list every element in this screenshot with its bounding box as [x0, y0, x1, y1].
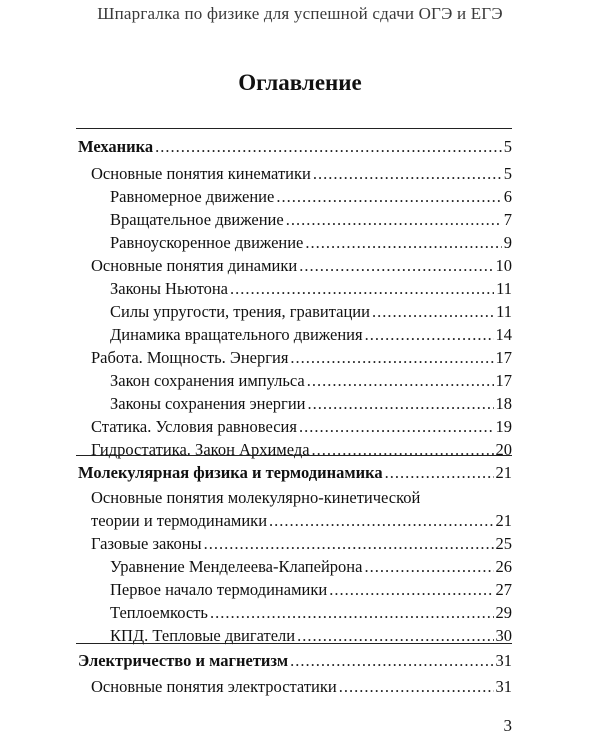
- section-rule: [76, 643, 512, 644]
- toc-entry-title: Законы сохранения энергии: [110, 394, 306, 413]
- toc-entry-title: Молекулярная физика и термодинамика: [78, 463, 383, 482]
- toc-entry-newton-laws[interactable]: [110, 278, 512, 300]
- toc-entry-title: Механика: [78, 137, 154, 156]
- toc-entry-page: 17: [495, 348, 512, 367]
- toc-entry-hydrostatics[interactable]: [91, 439, 512, 461]
- toc-entry-page: 10: [495, 256, 512, 275]
- toc-entry-title: Электричество и магнетизм: [78, 651, 289, 670]
- toc-entry-page: 29: [495, 603, 512, 622]
- running-head: Шпаргалка по физике для успешной сдачи ОГЭ и ЕГЭ: [97, 4, 503, 23]
- toc-entry-title: Динамика вращательного движения: [110, 325, 363, 344]
- toc-entry-electrostatics[interactable]: [91, 676, 512, 698]
- toc-entry-title: Статика. Условия равновесия: [91, 417, 297, 436]
- dot-leader: [290, 650, 493, 672]
- dot-leader: [329, 579, 493, 601]
- dot-leader: [308, 393, 494, 415]
- dot-leader: [312, 439, 494, 461]
- dot-leader: [339, 676, 494, 698]
- toc-entry-title: Теплоемкость: [110, 603, 208, 622]
- toc-entry-title: Основные понятия электростатики: [91, 677, 337, 696]
- dot-leader: [269, 510, 493, 532]
- toc-entry-page: 21: [495, 511, 512, 530]
- toc-entry-title: КПД. Тепловые двигатели: [110, 626, 296, 645]
- dot-leader: [299, 255, 493, 277]
- toc-entry-rotational-dynamics[interactable]: [110, 324, 512, 346]
- toc-entry-page: 26: [495, 557, 512, 576]
- toc-entry-momentum-conservation[interactable]: [110, 370, 512, 392]
- dot-leader: [299, 416, 494, 438]
- toc-entry-title: Равномерное движение: [110, 187, 275, 206]
- toc-entry-energy-conservation[interactable]: [110, 393, 512, 415]
- toc-entry-electricity[interactable]: [78, 650, 512, 672]
- toc-entry-page: 25: [495, 534, 512, 553]
- toc-entry-page: 21: [495, 463, 512, 482]
- toc-entry-heat-capacity[interactable]: [110, 602, 512, 624]
- toc-entry-title: Первое начало термодинамики: [110, 580, 328, 599]
- dot-leader: [290, 347, 493, 369]
- dot-leader: [372, 301, 494, 323]
- toc-entry-clapeyron-equation[interactable]: [110, 556, 512, 578]
- toc-entry-uniform-motion[interactable]: [110, 186, 512, 208]
- page-number: 3: [503, 716, 512, 735]
- dot-leader: [230, 278, 494, 300]
- toc-entry-page: 27: [495, 580, 512, 599]
- toc-entry-page: 20: [495, 440, 512, 459]
- toc-entry-page: 5: [503, 164, 512, 183]
- toc-entry-accelerated-motion[interactable]: [110, 232, 512, 254]
- toc-entry-page: 18: [495, 394, 512, 413]
- toc-entry-title: Основные понятия динамики: [91, 256, 298, 275]
- toc-entry-gas-laws[interactable]: [91, 533, 512, 555]
- dot-leader: [307, 370, 494, 392]
- toc-entry-page: 30: [495, 626, 512, 645]
- toc-entry-page: 11: [496, 302, 512, 321]
- toc-entry-title: Закон сохранения импульса: [110, 371, 305, 390]
- toc-entry-dynamics[interactable]: [91, 255, 512, 277]
- toc-entry-page: 19: [495, 417, 512, 436]
- toc-entry-title: Работа. Мощность. Энергия: [91, 348, 289, 367]
- toc-entry-title: Равноускоренное движение: [110, 233, 304, 252]
- toc-entry-title: теории и термодинамики: [91, 511, 268, 530]
- toc-entry-page: 11: [496, 279, 512, 298]
- page-title: Оглавление: [238, 70, 362, 95]
- toc-entry-statics[interactable]: [91, 416, 512, 438]
- toc-entry-kinematics[interactable]: [91, 163, 512, 185]
- toc-entry-title: Основные понятия кинематики: [91, 164, 311, 183]
- toc-entry-rotational-motion[interactable]: [110, 209, 512, 231]
- dot-leader: [365, 324, 494, 346]
- toc-entry-mkt-basics-line2[interactable]: [91, 510, 512, 532]
- toc-entry-mkt-basics-line1[interactable]: [91, 487, 512, 509]
- section-rule: [76, 128, 512, 129]
- toc-entry-title: Законы Ньютона: [110, 279, 229, 298]
- toc-entry-forces[interactable]: [110, 301, 512, 323]
- dot-leader: [364, 556, 493, 578]
- toc-entry-page: 5: [503, 137, 512, 156]
- toc-entry-title: Гидростатика. Закон Архимеда: [91, 440, 310, 459]
- toc-entry-molecular-physics[interactable]: [78, 462, 512, 484]
- toc-entry-title: Силы упругости, трения, гравитации: [110, 302, 370, 321]
- dot-leader: [286, 209, 502, 231]
- toc-entry-title: Вращательное движение: [110, 210, 284, 229]
- dot-leader: [204, 533, 494, 555]
- section-rule: [76, 455, 512, 456]
- toc-entry-page: 17: [495, 371, 512, 390]
- dot-leader: [155, 136, 502, 158]
- dot-leader: [210, 602, 494, 624]
- dot-leader: [313, 163, 502, 185]
- toc-entry-work-power-energy[interactable]: [91, 347, 512, 369]
- dot-leader: [305, 232, 501, 254]
- toc-entry-page: 31: [495, 651, 512, 670]
- toc-entry-mechanics[interactable]: [78, 136, 512, 158]
- toc-entry-title: Газовые законы: [91, 534, 202, 553]
- toc-entry-title: Основные понятия молекулярно-кинетической: [91, 488, 421, 507]
- toc-entry-page: 14: [495, 325, 512, 344]
- toc-entry-page: 9: [503, 233, 512, 252]
- dot-leader: [276, 186, 501, 208]
- toc-entry-title: Уравнение Менделеева-Клапейрона: [110, 557, 363, 576]
- toc-entry-first-law[interactable]: [110, 579, 512, 601]
- dot-leader: [385, 462, 494, 484]
- toc-entry-page: 6: [503, 187, 512, 206]
- toc-entry-page: 7: [503, 210, 512, 229]
- toc-entry-page: 31: [495, 677, 512, 696]
